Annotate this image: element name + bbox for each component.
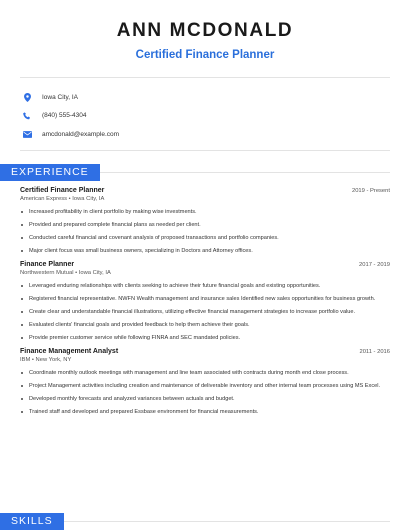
job-bullets: [20, 369, 390, 416]
job-bullet: Trained staff and developed and prepared Essbase environment for financial measurements.: [20, 408, 390, 416]
skills-heading: SKILLS: [0, 513, 64, 530]
job-title: Finance Management Analyst: [20, 348, 119, 356]
contact-block: [0, 78, 410, 144]
contact-email-text: amcdonald@example.com: [42, 130, 120, 138]
contact-phone: [22, 107, 410, 125]
job-bullet: Conducted careful financial and covenant analysis of proposed transactions and portfolio companies.: [20, 234, 390, 242]
job-company: IBM • New York, NY: [20, 357, 72, 364]
experience-section-line: [100, 172, 390, 173]
job-bullet: Evaluated clients' financial goals and provided feedback to help them achieve their goals.: [20, 321, 390, 329]
skills-section-bar: [0, 513, 410, 530]
contact-location-text: Iowa City, IA: [42, 93, 79, 101]
job-bullet: Registered financial representative. NWFN Wealth management and insurance sales Identified new sales opportunities for business growth.: [20, 295, 390, 303]
job-company: American Express • Iowa City, IA: [20, 196, 105, 203]
phone-icon: [22, 111, 32, 121]
job-dates: 2011 - 2016: [359, 349, 390, 356]
job-dates: 2019 - Present: [351, 188, 390, 195]
resume-header: [0, 0, 410, 62]
job-bullet: Developed monthly forecasts and analyzed variances between actuals and budget.: [20, 395, 390, 403]
job-entry: [20, 187, 390, 255]
job-title: Finance Planner: [20, 261, 75, 269]
job-bullet: Project Management activities including creation and maintenance of deliverable inventory and other internal team processes using MS Excel.: [20, 382, 390, 390]
divider-bottom: [20, 150, 390, 151]
experience-heading: EXPERIENCE: [0, 164, 100, 181]
experience-section-bar: [0, 164, 410, 181]
job-entry: [20, 261, 390, 342]
job-bullets: [20, 208, 390, 255]
candidate-title: Certified Finance Planner: [135, 49, 275, 61]
experience-section: [0, 187, 410, 416]
job-dates: 2017 - 2019: [359, 262, 390, 269]
job-title: Certified Finance Planner: [20, 187, 105, 195]
job-bullet: Provide premier customer service while following FINRA and SEC mandated policies.: [20, 334, 390, 342]
job-bullet: Leveraged enduring relationships with clients seeking to achieve their future financial goals and existing opportunities.: [20, 282, 390, 290]
candidate-name: ANN MCDONALD: [116, 20, 294, 41]
skills-section-line: [64, 521, 390, 522]
job-bullet: Provided and prepared complete financial plans as needed per client.: [20, 221, 390, 229]
email-icon: [22, 129, 32, 139]
contact-email: [22, 125, 410, 143]
contact-phone-text: (840) 555-4304: [42, 112, 87, 120]
job-entry: [20, 348, 390, 416]
job-bullet: Create clear and understandable financial illustrations, utilizing effective financial management strategies to increase portfolio value.: [20, 308, 390, 316]
job-bullets: [20, 282, 390, 342]
location-pin-icon: [22, 92, 32, 102]
job-bullet: Coordinate monthly outlook meetings with management and line team associated with contracts during month end close process.: [20, 369, 390, 377]
contact-location: [22, 88, 410, 106]
job-bullet: Increased profitability in client portfolio by making wise investments.: [20, 208, 390, 216]
job-bullet: Major client focus was small business owners, specializing in Doctors and Attorney offices.: [20, 247, 390, 255]
job-company: Northwestern Mutual • Iowa City, IA: [20, 270, 111, 277]
